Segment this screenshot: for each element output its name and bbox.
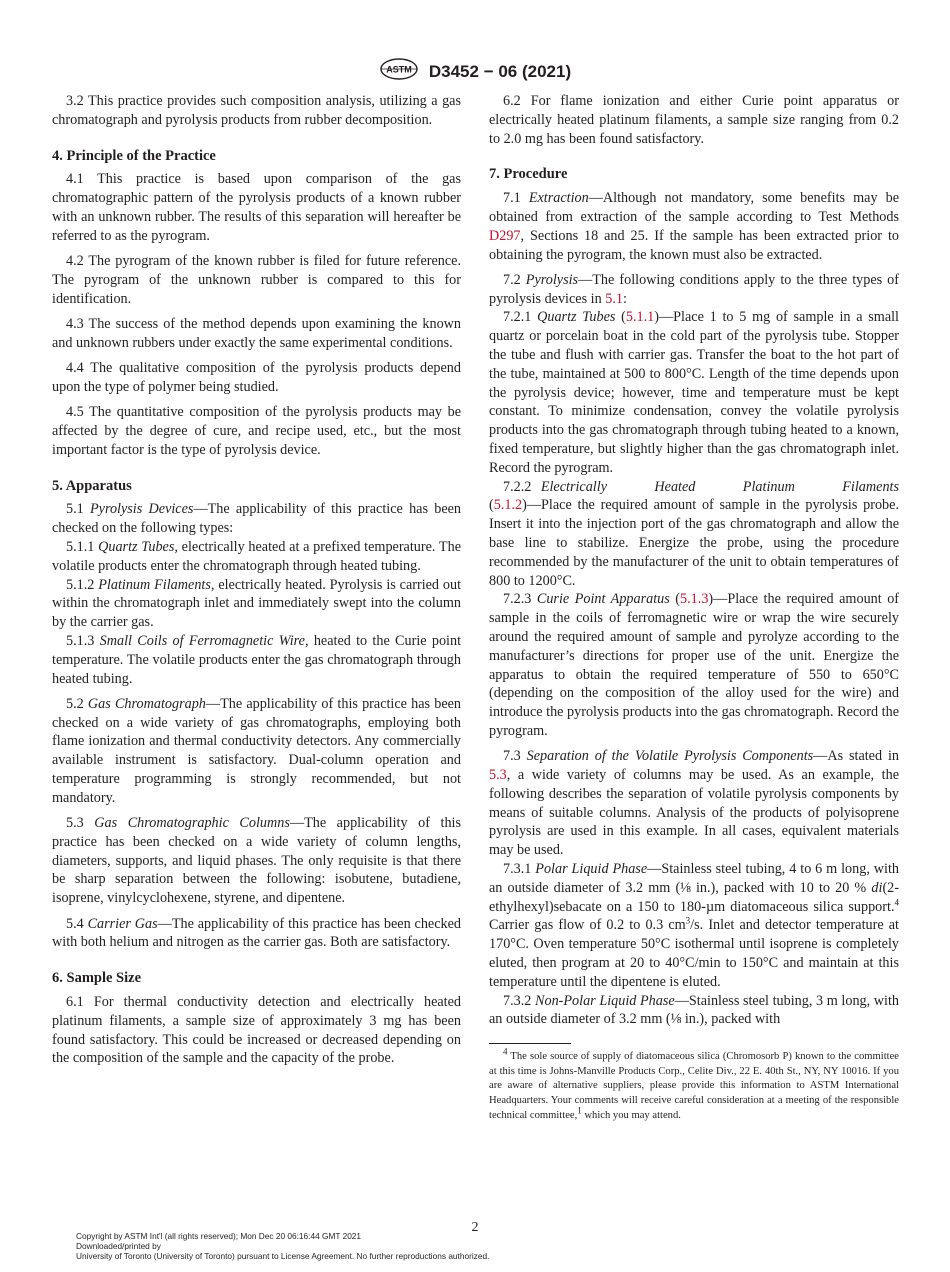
para-3-2: 3.2 This practice provides such composition analysis, utilizing a gas chromatograph and pyrolysis products from rubber decomposition.	[52, 93, 461, 128]
footnote-ref-4: 4	[894, 896, 899, 907]
para-7-2-3: 7.2.3 Curie Point Apparatus (5.1.3)—Place the required amount of sample in the coils of ferromagnetic wire or wrap the wire securely around the required amount of sample and pyrolyze according to the manufacturer’s directions for proper use of the unit. Energize the apparatus to obtain the required temperature of 550 to 650°C (depending on the composition of the alloy used for the wire) and introduce the pyrolysis products into the gas chromatograph. Record the pyrogram.	[489, 591, 900, 739]
para-7-3-1: 7.3.1 Polar Liquid Phase—Stainless steel tubing, 4 to 6 m long, with an outside diameter of 3.2 mm (⅛ in.), packed with 10 to 20 % di(2-ethylhexyl)sebacate on a 150 to 180-µm diatomaceous silica support.$^4$ Carrier gas flow of 0.2 to 0.3 $cm^3/s$. Inlet and detector temperature at 170°C. Oven temperature 50°C isothermal until isoprene is completely eluted, then program at 20 to 40°C/min to 150°C and maintain at this temperature until the dipentene is eluted.	[489, 861, 899, 990]
link-5-1-1[interactable]: 5.1.1	[625, 309, 655, 326]
para-6-2: 6.2 For flame ionization and either Curie point apparatus or electrically heated platinum filaments, a sample size ranging from 0.2 to 2.0 mg has been found satisfactory.	[489, 93, 899, 147]
para-7-2-2: 7.2.2 Electrically Heated Platinum Filaments (5.1.2)—Place the required amount of sample in the pyrolysis probe. Insert it into the injection port of the gas chromatograph and allow the base line to stabilize. Energize the probe, using the procedure recommended by the manufacturer of the unit to obtain temperatures of 800 to 1200°C.	[489, 478, 899, 589]
para-4-1: 4.1 This practice is based upon comparison of the gas chromatographic pattern of the pyrolysis products of a known rubber with an unknown rubber. The results of this separation will hereafter be referred to as the pyrogram.	[52, 171, 461, 244]
astm-logo-icon	[379, 58, 419, 85]
link-d297[interactable]: D297	[489, 227, 521, 244]
designation-title: D3452 − 06 (2021)	[428, 61, 572, 81]
para-5-2: 5.2 Gas Chromatograph—The applicability of this practice has been checked on a wide variety of gas chromatographs, employing both flame ionization and thermal conductivity detectors. Any commercially available instrument is satisfactory. Dual-column operation and temperature programming is strongly recommended, but not mandatory.	[52, 695, 462, 806]
section-4-heading: 4. Principle of the Practice	[52, 147, 216, 164]
para-4-5: 4.5 The quantitative composition of the pyrolysis products may be affected by the degree of cure, and recipe used, etc., but the most important factor is the type of pyrolysis device.	[52, 404, 461, 458]
link-5-1[interactable]: 5.1	[605, 290, 623, 307]
para-4-3: 4.3 The success of the method depends upon examining the known and unknown rubbers under exactly the same experimental conditions.	[52, 315, 461, 351]
link-5-3[interactable]: 5.3	[489, 767, 507, 784]
footnote-4: $^4$ The sole source of supply of diatomaceous silica (Chromosorb P) known to the committee at this time is Johns-Manville Products Corp., Celite Div., 22 E. 40th St., NY, NY 10016. If you are aware of alternative suppliers, please provide this information to ASTM International Headquarters. Your comments will receive careful consideration at a meeting of the responsible technical committee,$^1$ which you may attend.	[489, 1046, 899, 1121]
para-5-1-2: 5.1.2 Platinum Filaments, electrically heated. Pyrolysis is carried out within the chromatograph inlet and immediately swept into the column by the carrier gas.	[52, 576, 462, 631]
left-column	[52, 92, 461, 1068]
section-5-heading: 5. Apparatus	[52, 477, 132, 494]
license-line: University of Toronto (University of Toronto) pursuant to License Agreement. No further reproductions authorized.	[76, 1250, 490, 1261]
page-number: 2	[471, 1220, 479, 1235]
svg-text:ASTM: ASTM	[386, 64, 412, 75]
para-4-2: 4.2 The pyrogram of the known rubber is filed for future reference. The pyrogram of the unknown rubber is compared to this for identification.	[52, 253, 461, 307]
para-5-1-3: 5.1.3 Small Coils of Ferromagnetic Wire, heated to the Curie point temperature. The volatile products enter the gas chromatograph through heated tubing.	[52, 632, 462, 687]
para-5-3: 5.3 Gas Chromatographic Columns—The applicability of this practice has been checked on a wide variety of column lengths, diameters, supports, and liquid phases. The only requisite is that there be sharp separation between the following: isobutene, butadiene, isoprene, vinylcyclohexene, styrene, and dipentene.	[52, 815, 462, 907]
right-column	[489, 92, 899, 1123]
para-7-3-2: 7.3.2 Non-Polar Liquid Phase—Stainless steel tubing, 3 m long, with an outside diameter of 3.2 mm (⅛ in.), packed with	[489, 992, 900, 1028]
para-7-3: 7.3 Separation of the Volatile Pyrolysis Components—As stated in 5.3, a wide variety of columns may be used. As an example, the following describes the separation of volatile pyrolysis components by means of suitable columns. Analysis of the products of polyisoprene pyrolysis are used in this example. In all cases, equivalent materials may be used.	[489, 748, 899, 859]
link-5-1-3[interactable]: 5.1.3	[680, 591, 709, 608]
copyright-footer	[76, 1232, 489, 1261]
downloaded-line: Downloaded/printed by	[76, 1240, 161, 1251]
copyright-line: Copyright by ASTM Int'l (all rights reserved); Mon Dec 20 06:16:44 GMT 2021	[76, 1231, 362, 1241]
para-5-1-1: 5.1.1 Quartz Tubes, electrically heated at a prefixed temperature. The volatile products enter the chromatograph through heated tubing.	[52, 538, 461, 574]
link-5-1-2[interactable]: 5.1.2	[493, 497, 523, 514]
para-6-1: 6.1 For thermal conductivity detection and electrically heated platinum filaments, a sample size of approximately 3 mg has been found satisfactory. This could be increased or decreased depending on the composition of the sample and the capacity of the probe.	[52, 993, 461, 1067]
para-5-1: 5.1 Pyrolysis Devices—The applicability of this practice has been checked on the following types:	[52, 501, 462, 537]
page-header	[0, 58, 950, 85]
para-7-1: 7.1 Extraction—Although not mandatory, some benefits may be obtained from extraction of the sample according to Test Methods D297, Sections 18 and 25. If the sample has been extracted prior to obtaining the pyrogram, the known must also be extracted.	[489, 190, 900, 263]
footnote-divider	[489, 1043, 571, 1044]
para-7-2-1: 7.2.1 Quartz Tubes (5.1.1)—Place 1 to 5 mg of sample in a small quartz or porcelain boat in the cold part of the pyrolysis tube. Stopper the tube and flush with carrier gas. Transfer the boat to the hot part of the tube, maintained at 500 to 800°C. Length of the time depends upon the pyrolysis device; however, time and temperature must be kept constant. To minimize condensation, convey the volatile pyrolysis products into the gas chromatograph through tubing heated to a known, fixed temperature, but slightly higher than the gas chromatograph inlet. Record the pyrogram.	[489, 309, 900, 476]
para-7-2: 7.2 Pyrolysis—The following conditions apply to the three types of pyrolysis devices in 5.1:	[489, 271, 900, 307]
section-7-heading: 7. Procedure	[489, 166, 568, 183]
section-6-heading: 6. Sample Size	[52, 970, 142, 987]
para-4-4: 4.4 The qualitative composition of the pyrolysis products depend upon the type of polymer being studied.	[52, 360, 461, 395]
para-5-4: 5.4 Carrier Gas—The applicability of this practice has been checked with both helium and nitrogen as the carrier gas. Both are satisfactory.	[52, 915, 461, 951]
